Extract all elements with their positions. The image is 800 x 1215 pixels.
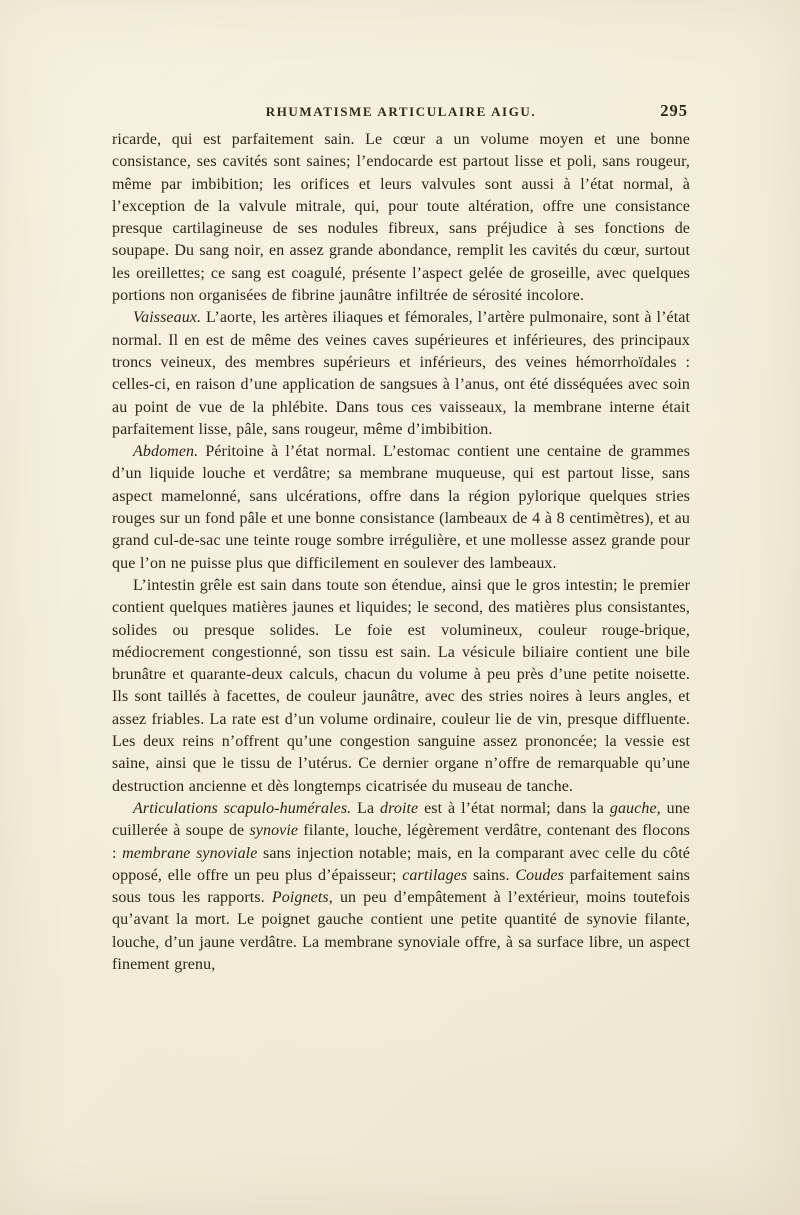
paragraph xyxy=(112,441,690,575)
italic-text-segment: membrane synoviale xyxy=(122,844,258,862)
text-segment: ricarde, qui est parfaitement sain. Le cœur a un volume moyen et une bonne consistance, ses cavités sont saines; l’endocarde est partout lisse et poli, sans rougeur, même par imbibition; les orifices et leurs valvules sont aussi à l’état normal, à l’exception de la valvule mitrale, qui, pour toute altération, offre une consistance presque cartilagineuse de ses nodules fibreux, sans préjudice à ses fonctions de soupape. Du sang noir, en assez grande abondance, remplit les cavités du cœur, surtout les oreillettes; ce sang est coagulé, présente l’aspect gelée de groseille, avec quelques portions non organisées de fibrine jaunâtre infiltrée de sérosité incolore. xyxy=(112,131,690,305)
text-segment: L’aorte, les artères iliaques et fémorales, l’artère pulmonaire, sont à l’état normal. Il en est de même des veines caves supérieures et inférieures, des principaux troncs veineux, des membres supérieurs et inférieurs, des veines hémorrhoïdales : celles-ci, en raison d’une application de sangsues à l’anus, ont été disséquées avec soin au point de vue de la phlébite. Dans tous ces vaisseaux, la membrane interne était parfaitement lisse, pâle, sans rougeur, même d’imbibition. xyxy=(112,309,690,438)
text-segment: Péritoine à l’état normal. L’estomac contient une centaine de grammes d’un liquide louche et verdâtre; sa membrane muqueuse, qui est partout lisse, sans aspect mamelonné, sans ulcérations, offre dans la région pylorique quelques stries rouges sur un fond pâle et une bonne consistance (lambeaux de 4 à 8 centimètres), et au grand cul-de-sac une teinte rouge sombre irrégulière, et une mollesse assez grande pour que l’on ne puisse plus que difficilement en soulever des lambeaux. xyxy=(112,443,690,572)
text-segment: sains. xyxy=(467,866,516,884)
text-segment: , un peu d’empâtement à l’extérieur, moins toutefois qu’avant la mort. Le poignet gauche contient une petite quantité de synovie filante, louche, d’un jaune verdâtre. La membrane synoviale offre, à sa surface libre, un aspect finement grenu, xyxy=(112,889,691,973)
running-title: RHUMATISME ARTICULAIRE AIGU. xyxy=(265,104,537,119)
text-segment: sans injection notable; mais, en la comparant avec celle du côté opposé, elle offre un peu plus d’épaisseur; xyxy=(112,844,690,884)
paragraph xyxy=(112,307,690,441)
italic-text-segment: Coudes xyxy=(515,866,564,884)
text-segment: parfaitement sains sous tous les rapports. xyxy=(112,866,690,907)
page-header xyxy=(112,101,690,123)
paragraph xyxy=(112,798,690,976)
italic-text-segment: gauche xyxy=(609,799,657,817)
italic-text-segment: synovie xyxy=(249,822,299,840)
text-segment: L’intestin grêle est sain dans toute son étendue, ainsi que le gros intestin; le premier contient quelques matières jaunes et liquides; le second, des matières plus consistantes, solides ou presque solides. Le foie est volumineux, couleur rouge-brique, médiocrement congestionné, son tissu est sain. La vésicule biliaire contient une bile brunâtre et quarante-deux calculs, chacun du volume à peu près d’une petite noisette. Ils sont taillés à facettes, de couleur jaunâtre, avec des stries noires à leurs angles, et assez friables. La rate est d’un volume ordinaire, couleur lie de vin, presque diffluente. Les deux reins n’offrent qu’une congestion sanguine assez prononcée; la vessie est saine, ainsi que le tissu de l’utérus. Ce dernier organe n’offre de remarquable qu’une destruction ancienne et dès longtemps cicatrisée du museau de tanche. xyxy=(112,576,690,795)
italic-text-segment: Articulations scapulo-humérales. xyxy=(133,799,352,817)
paragraph xyxy=(112,129,690,307)
italic-text-segment: Poignets xyxy=(271,889,329,907)
italic-text-segment: Vaisseaux. xyxy=(133,309,202,327)
italic-text-segment: droite xyxy=(380,799,419,817)
italic-text-segment: cartilages xyxy=(402,866,468,884)
italic-text-segment: Abdomen. xyxy=(133,443,199,461)
text-block xyxy=(112,129,690,976)
text-segment: La xyxy=(351,799,381,817)
paragraph xyxy=(112,575,690,798)
page-number: 295 xyxy=(660,101,688,120)
text-segment: est à l’état normal; dans la xyxy=(418,799,610,817)
text-segment: filante, louche, légèrement verdâtre, contenant des flocons : xyxy=(112,822,691,862)
text-segment: , une cuillerée à soupe de xyxy=(112,799,690,840)
